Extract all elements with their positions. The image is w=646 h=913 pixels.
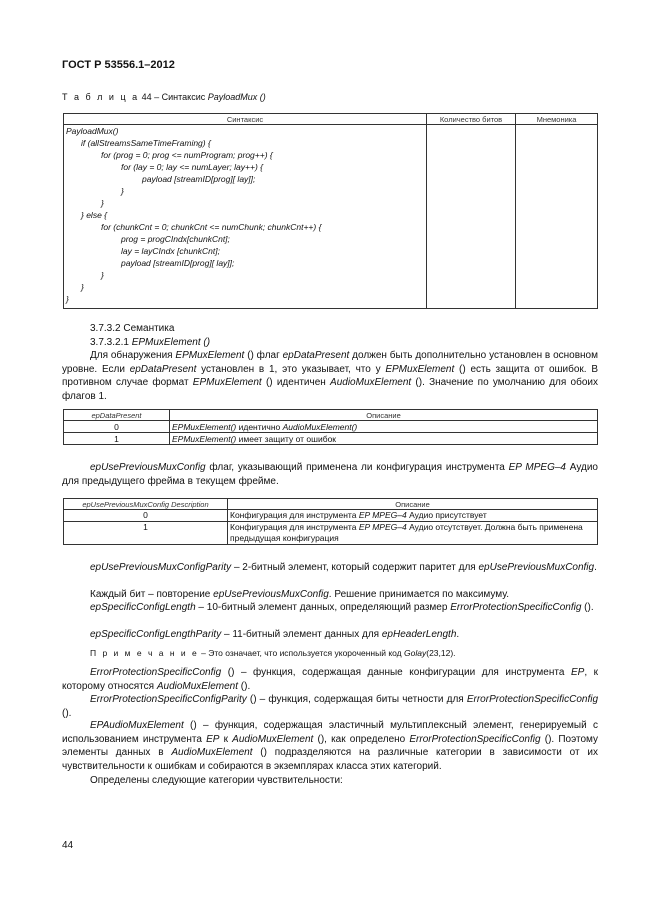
table-row (64, 421, 598, 433)
t2-description-cell: Конфигурация для инструмента EP MPEG–4 Аудио присутствует (228, 510, 598, 522)
t2-value-header: epUsePreviousMuxConfig Description (64, 499, 228, 510)
paragraph-parity: epUsePreviousMuxConfigParity – 2-битный элемент, который содержит паритет для epUsePreviousMuxConfig. (90, 562, 597, 573)
paragraph-config-length-parity: epSpecificConfigLengthParity – 11-битный элемент данных для epHeaderLength. (90, 629, 460, 640)
code-line: } else { (81, 210, 107, 220)
page-number: 44 (62, 840, 74, 851)
code-line: PayloadMux() (66, 126, 119, 136)
t2-description-header: Описание (228, 499, 598, 510)
t1-value-cell: 1 (64, 433, 170, 445)
bits-cell (427, 125, 516, 309)
mnemonic-header: Мнемоника (516, 114, 598, 125)
code-line: for (prog = 0; prog <= numProgram; prog++) { (101, 150, 273, 160)
code-line: for (lay = 0; lay <= numLayer; lay++) { (121, 162, 263, 172)
syntax-table (63, 113, 598, 309)
paragraph-config-length: epSpecificConfigLength – 10-битный элемент данных, определяющий размер ErrorProtectionSpecificConfig (). (90, 602, 594, 613)
paragraph-epusepreviousmuxconfig: epUsePreviousMuxConfig флаг, указывающий применена ли конфигурация инструмента EP MPEG–4 Аудио для предыдущего фрейма в текущем фрейме. (62, 462, 598, 487)
paragraph-epdatapresent: Для обнаружения EPMuxElement () флаг epDataPresent должен быть дополнительно установлен в основном уровне. Если epDataPresent установлен в 1, это указывает, что у EPMuxElement () есть защита от ошибок. В противном случае формат EPMuxElement () идентичен AudioMuxElement (). Значение по умолчанию для обоих флагов 1. (62, 350, 599, 402)
table-44-caption: Т а б л и ц а 44 – Синтаксис PayloadMux () (62, 92, 266, 102)
syntax-header: Синтаксис (64, 114, 427, 125)
note: П р и м е ч а н и е – Это означает, что используется укороченный код Golay(23,12). (90, 648, 456, 658)
t2-value-cell: 1 (64, 522, 228, 545)
t1-description-cell: EPMuxElement() имеет защиту от ошибок (170, 433, 598, 445)
mnemonic-cell (516, 125, 598, 309)
epusepreviousmuxconfig-table (63, 498, 598, 545)
t2-description-cell: Конфигурация для инструмента EP MPEG–4 Аудио отсутствует. Должна быть применена предыдущая конфигурация (228, 522, 598, 545)
paragraph-each-bit: Каждый бит – повторение epUsePreviousMuxConfig. Решение принимается по максимуму. (90, 589, 510, 600)
t1-description-cell: EPMuxElement() идентично AudioMuxElement() (170, 421, 598, 433)
table-row (64, 510, 598, 522)
syntax-code-cell (64, 125, 427, 309)
section-3-7-3-2-1: 3.7.3.2.1 EPMuxElement () (90, 337, 211, 348)
bits-header: Количество битов (427, 114, 516, 125)
code-line: if (allStreamsSameTimeFraming) { (81, 138, 211, 148)
paragraph-error-protection-parity: ErrorProtectionSpecificConfigParity () – функция, содержащая биты четности для ErrorProtectionSpecificConfig (). (62, 694, 599, 719)
code-line: for (chunkCnt = 0; chunkCnt <= numChunk; chunkCnt++) { (101, 222, 322, 232)
document-header: ГОСТ Р 53556.1–2012 (62, 59, 175, 71)
code-line: payload [streamID[prog][ lay]]; (142, 174, 256, 184)
t1-description-header: Описание (170, 410, 598, 421)
section-3-7-3-2: 3.7.3.2 Семантика (90, 323, 175, 334)
code-line: } (66, 294, 69, 304)
code-line: prog = progCIndx[chunkCnt]; (121, 234, 230, 244)
code-line: } (101, 198, 104, 208)
code-line: payload [streamID[prog][ lay]]; (121, 258, 235, 268)
table-row (64, 522, 598, 545)
code-line: lay = layCIndx [chunkCnt]; (121, 246, 220, 256)
t2-value-cell: 0 (64, 510, 228, 522)
code-line: } (81, 282, 84, 292)
code-line: } (121, 186, 124, 196)
paragraph-error-protection-config: ErrorProtectionSpecificConfig () – функция, содержащая данные конфигурации для инструмента EP, к которому относятся AudioMuxElement (). (62, 667, 599, 692)
code-line: } (101, 270, 104, 280)
table-row (64, 433, 598, 445)
paragraph-ep-audio-mux-element: EPAudioMuxElement () – функция, содержащая эластичный мультиплексный элемент, генерируемый с использованием инструмента EP к AudioMuxElement (), как определено ErrorProtectionSpecificConfig (). Поэтому элементы данных в AudioMuxElement () подразделяются на различные категории в зависимости от их чувствительности к ошибкам и собираются в экземплярах класса этих категорий. (62, 720, 598, 772)
t1-value-cell: 0 (64, 421, 170, 433)
paragraph-categories: Определены следующие категории чувствительности: (90, 775, 343, 786)
t1-value-header: epDataPresent (64, 410, 170, 421)
epdatapresent-table (63, 409, 598, 445)
